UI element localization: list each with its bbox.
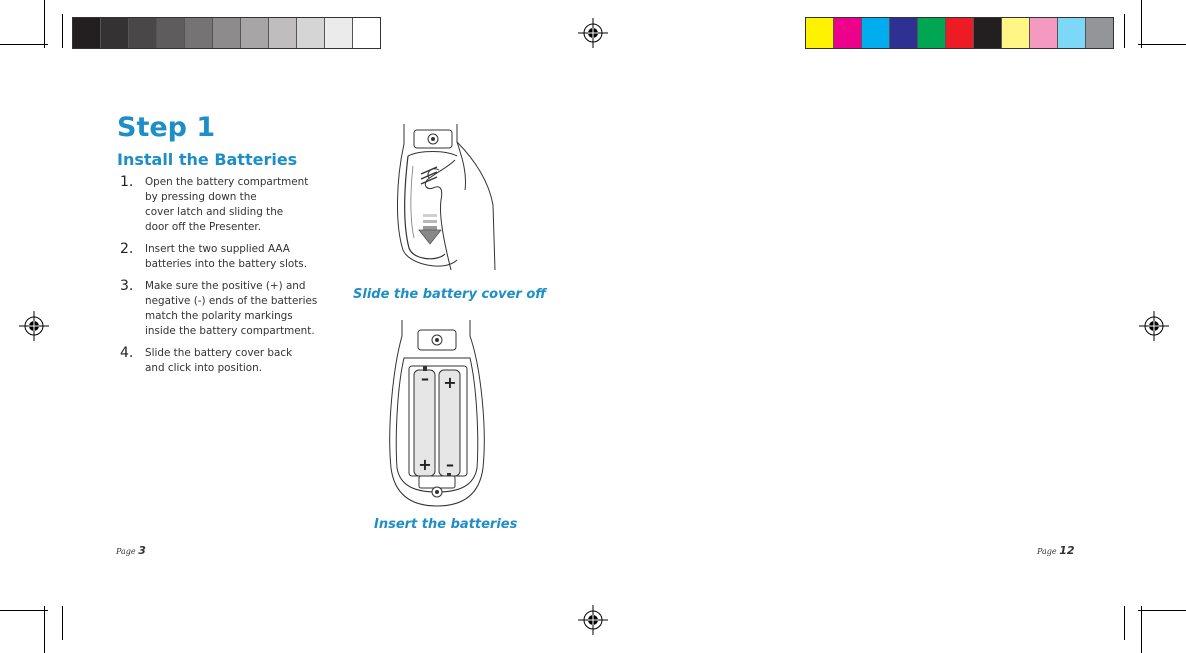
step-item bbox=[120, 242, 330, 272]
page-number: 3 bbox=[138, 544, 146, 557]
color-swatch bbox=[1030, 18, 1058, 48]
battery-plus-label: + bbox=[418, 455, 432, 474]
battery-minus-label: – bbox=[446, 455, 454, 474]
color-swatch bbox=[1058, 18, 1086, 48]
registration-mark-icon bbox=[1139, 311, 1169, 341]
step-text: and click into position. bbox=[145, 362, 263, 374]
registration-mark-icon bbox=[578, 605, 608, 635]
step-item bbox=[120, 346, 330, 376]
step-text: Slide the battery cover back bbox=[145, 347, 293, 359]
instruction-steps bbox=[120, 175, 330, 383]
battery-minus-label: – bbox=[421, 369, 429, 388]
color-swatch bbox=[157, 18, 185, 48]
page-label: Page bbox=[1037, 547, 1057, 556]
color-swatch bbox=[185, 18, 213, 48]
figure-caption: Slide the battery cover off bbox=[353, 287, 547, 302]
color-swatch bbox=[325, 18, 353, 48]
step-text: door off the Presenter. bbox=[145, 221, 262, 233]
step-number: 2. bbox=[120, 241, 134, 257]
slide-cover-illustration bbox=[385, 120, 510, 270]
step-text: Open the battery compartment bbox=[145, 176, 309, 188]
step-text: inside the battery compartment. bbox=[145, 325, 315, 337]
insert-batteries-illustration bbox=[385, 318, 490, 508]
color-swatch bbox=[241, 18, 269, 48]
step-number: 3. bbox=[120, 278, 134, 294]
step-item bbox=[120, 175, 330, 235]
step-text: Insert the two supplied AAA bbox=[145, 243, 290, 255]
color-swatch bbox=[862, 18, 890, 48]
color-swatch bbox=[73, 18, 101, 48]
color-swatch bbox=[129, 18, 157, 48]
process-color-bar bbox=[805, 17, 1114, 49]
right-page-number bbox=[1037, 544, 1075, 557]
battery-plus-label: + bbox=[443, 373, 457, 392]
color-swatch bbox=[101, 18, 129, 48]
figure-caption: Insert the batteries bbox=[374, 517, 518, 532]
step-title: Step 1 bbox=[117, 112, 216, 143]
color-swatch bbox=[269, 18, 297, 48]
step-text: by pressing down the bbox=[145, 191, 257, 203]
color-swatch bbox=[1086, 18, 1113, 48]
color-swatch bbox=[1002, 18, 1030, 48]
color-swatch bbox=[213, 18, 241, 48]
registration-mark-icon bbox=[578, 18, 608, 48]
section-title: Install the Batteries bbox=[117, 150, 298, 169]
color-swatch bbox=[974, 18, 1002, 48]
step-item bbox=[120, 279, 330, 339]
color-swatch bbox=[946, 18, 974, 48]
color-swatch bbox=[918, 18, 946, 48]
step-number: 4. bbox=[120, 345, 134, 361]
step-text: negative (-) ends of the batteries bbox=[145, 295, 318, 307]
color-swatch bbox=[890, 18, 918, 48]
page-label: Page bbox=[116, 547, 136, 556]
color-swatch bbox=[834, 18, 862, 48]
grayscale-color-bar bbox=[72, 17, 381, 49]
step-text: match the polarity markings bbox=[145, 310, 293, 322]
step-number: 1. bbox=[120, 174, 134, 190]
color-swatch bbox=[806, 18, 834, 48]
step-text: batteries into the battery slots. bbox=[145, 258, 308, 270]
registration-mark-icon bbox=[19, 311, 49, 341]
left-page-number bbox=[116, 544, 146, 557]
step-text: Make sure the positive (+) and bbox=[145, 280, 306, 292]
step-text: cover latch and sliding the bbox=[145, 206, 284, 218]
color-swatch bbox=[353, 18, 380, 48]
color-swatch bbox=[297, 18, 325, 48]
page-number: 12 bbox=[1059, 544, 1075, 557]
